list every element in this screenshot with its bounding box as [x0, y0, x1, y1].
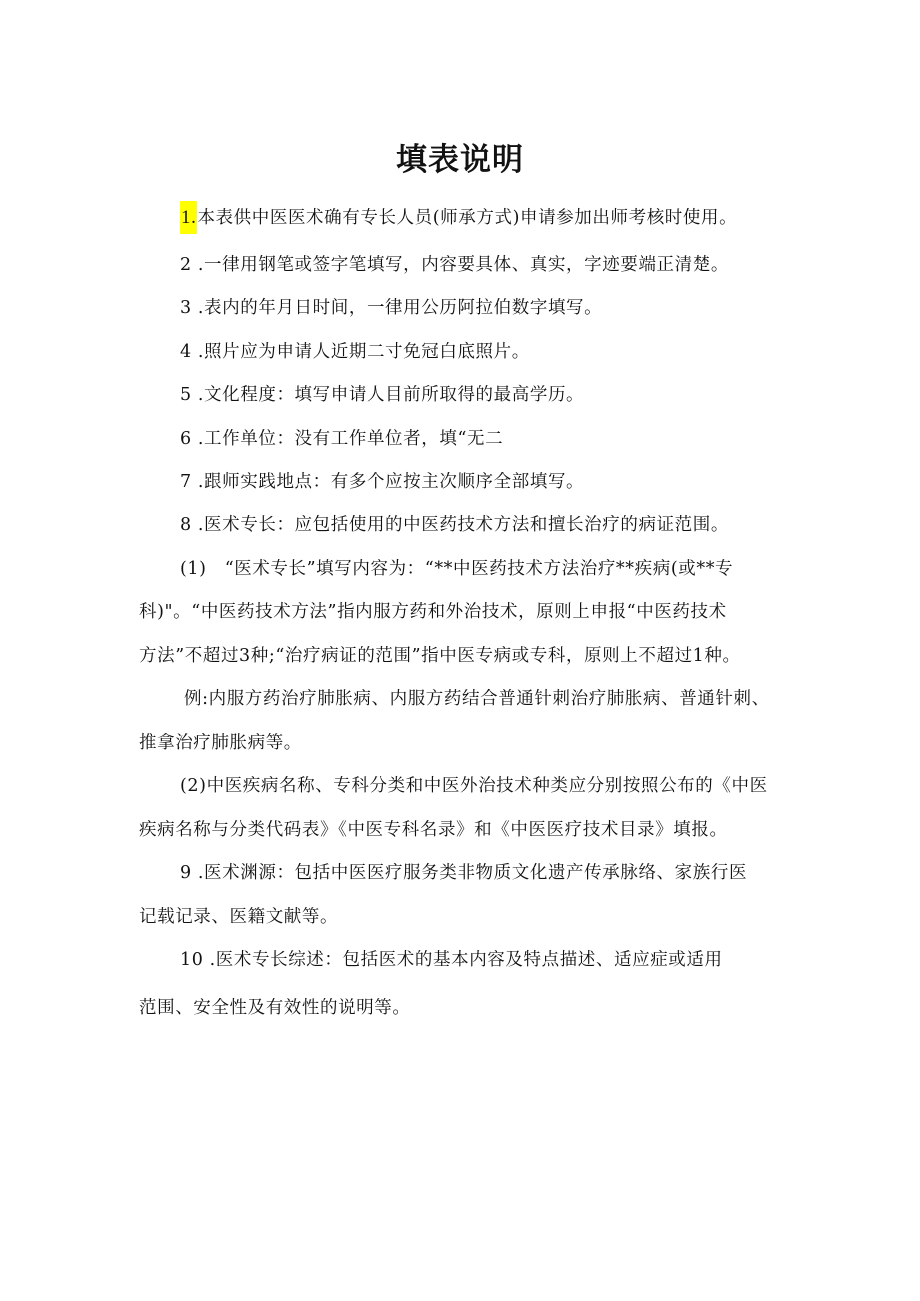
instruction-item-1: [180, 205, 737, 231]
example-line-1: 例:内服方药治疗肺胀病、内服方药结合普通针刺治疗肺胀病、普通针刺、: [184, 689, 770, 709]
sub-item-1-line-1: (1) “医术专长”填写内容为：“**中医药技术方法治疗**疾病(或**专: [180, 559, 734, 579]
instruction-item-7: 7 .跟师实践地点：有多个应按主次顺序全部填写。: [180, 472, 585, 492]
sub-item-2-line-2: 疾病名称与分类代码表》《中医专科名录》和《中医医疗技术目录》填报。: [139, 820, 728, 840]
highlighted-item-number: 1.: [180, 201, 197, 234]
instruction-text: 本表供中医医术确有专长人员(师承方式)申请参加出师考核时使用。: [197, 208, 738, 228]
example-line-2: 推拿治疗肺胀病等。: [139, 733, 302, 753]
sub-item-1-line-3: 方法”不超过3种;“治疗病证的范围”指中医专病或专科，原则上不超过1种。: [139, 646, 741, 666]
instruction-item-6: 6 .工作单位：没有工作单位者，填“无二: [180, 429, 504, 449]
instruction-item-2: 2 .一律用钢笔或签字笔填写，内容要具体、真实，字迹要端正清楚。: [180, 255, 729, 275]
sub-item-1-line-2: 科)"。“中医药技术方法”指内服方药和外治技术，原则上申报“中医药技术: [139, 602, 727, 622]
instruction-item-10-line-1: 10 .医术专长综述：包括医术的基本内容及特点描述、适应症或适用: [180, 950, 723, 970]
instruction-item-3: 3 .表内的年月日时间，一律用公历阿拉伯数字填写。: [180, 298, 603, 318]
instruction-item-8: 8 .医术专长：应包括使用的中医药技术方法和擅长治疗的病证范围。: [180, 515, 729, 535]
sub-item-2-line-1: (2)中医疾病名称、专科分类和中医外治技术种类应分别按照公布的《中医: [180, 776, 768, 796]
instruction-item-4: 4 .照片应为申请人近期二寸免冠白底照片。: [180, 342, 530, 362]
instruction-item-10-line-2: 范围、安全性及有效性的说明等。: [139, 998, 411, 1018]
instruction-item-9-line-2: 记载记录、医籍文献等。: [139, 907, 339, 927]
instruction-item-9-line-1: 9 .医术渊源：包括中医医疗服务类非物质文化遗产传承脉络、家族行医: [180, 863, 748, 883]
page-title: 填表说明: [396, 142, 524, 178]
instruction-item-5: 5 .文化程度：填写申请人目前所取得的最高学历。: [180, 385, 585, 405]
